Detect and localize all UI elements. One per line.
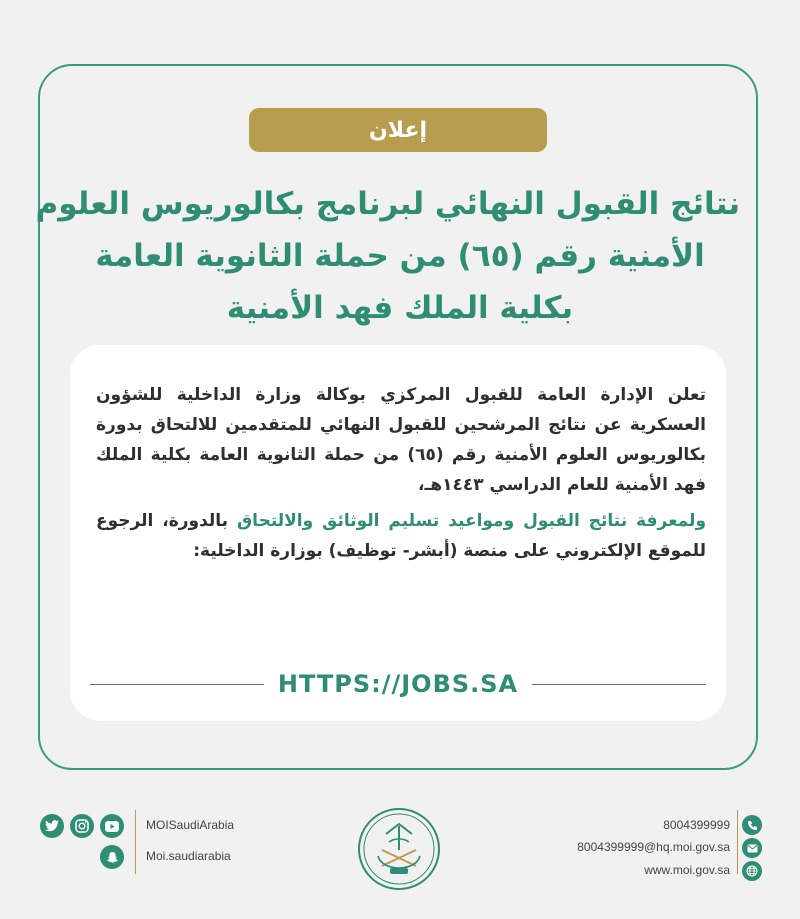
snapchat-icon[interactable] [100, 845, 124, 869]
website-url[interactable]: www.moi.gov.sa [644, 863, 730, 877]
youtube-icon[interactable] [100, 814, 124, 838]
twitter-icon[interactable] [40, 814, 64, 838]
title-line-3: بكلية الملك فهد الأمنية [226, 290, 574, 326]
snapchat-handle[interactable]: Moi.saudiarabia [146, 849, 231, 863]
jobs-link[interactable]: HTTPS://JOBS.SA [277, 670, 519, 698]
phone-number[interactable]: 8004399999 [663, 818, 730, 832]
divider-right [532, 684, 706, 685]
phone-icon [742, 815, 762, 835]
divider-left [90, 684, 264, 685]
social-handle[interactable]: MOISaudiArabia [146, 818, 235, 832]
email-icon [742, 838, 762, 858]
title-line-1: نتائج القبول النهائي لبرنامج بكالوريوس العلوم [35, 186, 740, 222]
body-paragraph-1: تعلن الإدارة العامة للقبول المركزي بوكالة وزارة الداخلية للشؤون العسكرية عن نتائج المرشحين للقبول النهائي للمتقدمين للالتحاق بدورة بكالوريوس العلوم الأمنية رقم (٦٥) من حملة الثانوية العامة بكلية الملك فهد الأمنية للعام الدراسي ١٤٤٣هـ، [96, 385, 706, 495]
footer-divider-left [135, 810, 136, 874]
instagram-icon[interactable] [70, 814, 94, 838]
link-row [90, 664, 706, 704]
announcement-badge: إعلان [249, 108, 547, 152]
globe-icon [742, 861, 762, 881]
body-paragraph-2 [96, 506, 706, 566]
title-line-2: الأمنية رقم (٦٥) من حملة الثانوية العامة [95, 238, 705, 274]
email-address[interactable]: 8004399999@hq.moi.gov.sa [577, 840, 730, 854]
footer-divider-right [737, 810, 738, 874]
announcement-body [96, 380, 706, 566]
body-paragraph-2-highlight: ولمعرفة نتائج القبول ومواعيد تسليم الوثائق والالتحاق [236, 511, 707, 531]
body-paragraph-2-rest: بالدورة، الرجوع للموقع الإلكتروني على منصة (أبشر- توظيف) بوزارة الداخلية: [96, 511, 706, 561]
ministry-emblem-icon [356, 806, 442, 892]
announcement-title [35, 178, 740, 334]
